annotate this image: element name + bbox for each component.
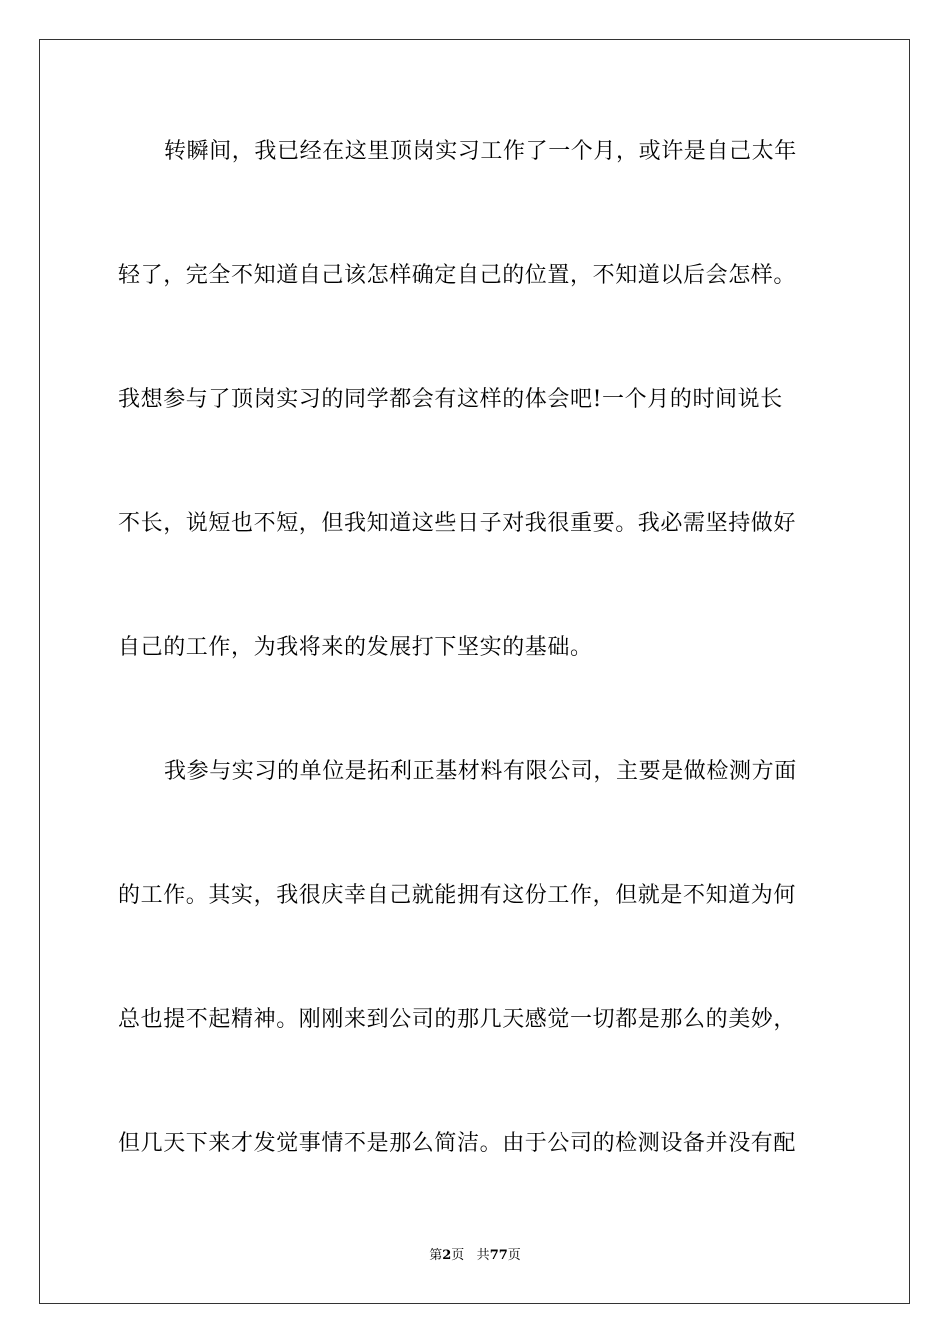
total-page-count: 77 xyxy=(489,1248,508,1263)
current-page-number: 2 xyxy=(442,1248,452,1263)
page-suffix: 页 xyxy=(451,1248,465,1263)
text-line: 的工作。其实，我很庆幸自己就能拥有这份工作，但就是不知道为何 xyxy=(118,883,797,908)
total-suffix: 页 xyxy=(507,1248,521,1263)
text-line: 但几天下来才发觉事情不是那么简洁。由于公司的检测设备并没有配 xyxy=(118,1131,797,1156)
text-line: 总也提不起精神。刚刚来到公司的那几天感觉一切都是那么的美妙， xyxy=(118,1007,797,1032)
text-line: 轻了，完全不知道自己该怎样确定自己的位置，不知道以后会怎样。 xyxy=(118,263,797,288)
total-prefix: 共 xyxy=(476,1248,490,1263)
page-footer xyxy=(0,1248,950,1264)
text-line: 我想参与了顶岗实习的同学都会有这样的体会吧!一个月的时间说长 xyxy=(118,387,783,412)
text-line: 转瞬间，我已经在这里顶岗实习工作了一个月，或许是自己太年 xyxy=(164,139,797,164)
text-line: 我参与实习的单位是拓利正基材料有限公司，主要是做检测方面 xyxy=(164,759,797,784)
text-line: 自己的工作，为我将来的发展打下坚实的基础。 xyxy=(118,635,593,660)
page-border xyxy=(39,39,910,1304)
page-prefix: 第 xyxy=(429,1248,443,1263)
text-line: 不长，说短也不短，但我知道这些日子对我很重要。我必需坚持做好 xyxy=(118,511,797,536)
